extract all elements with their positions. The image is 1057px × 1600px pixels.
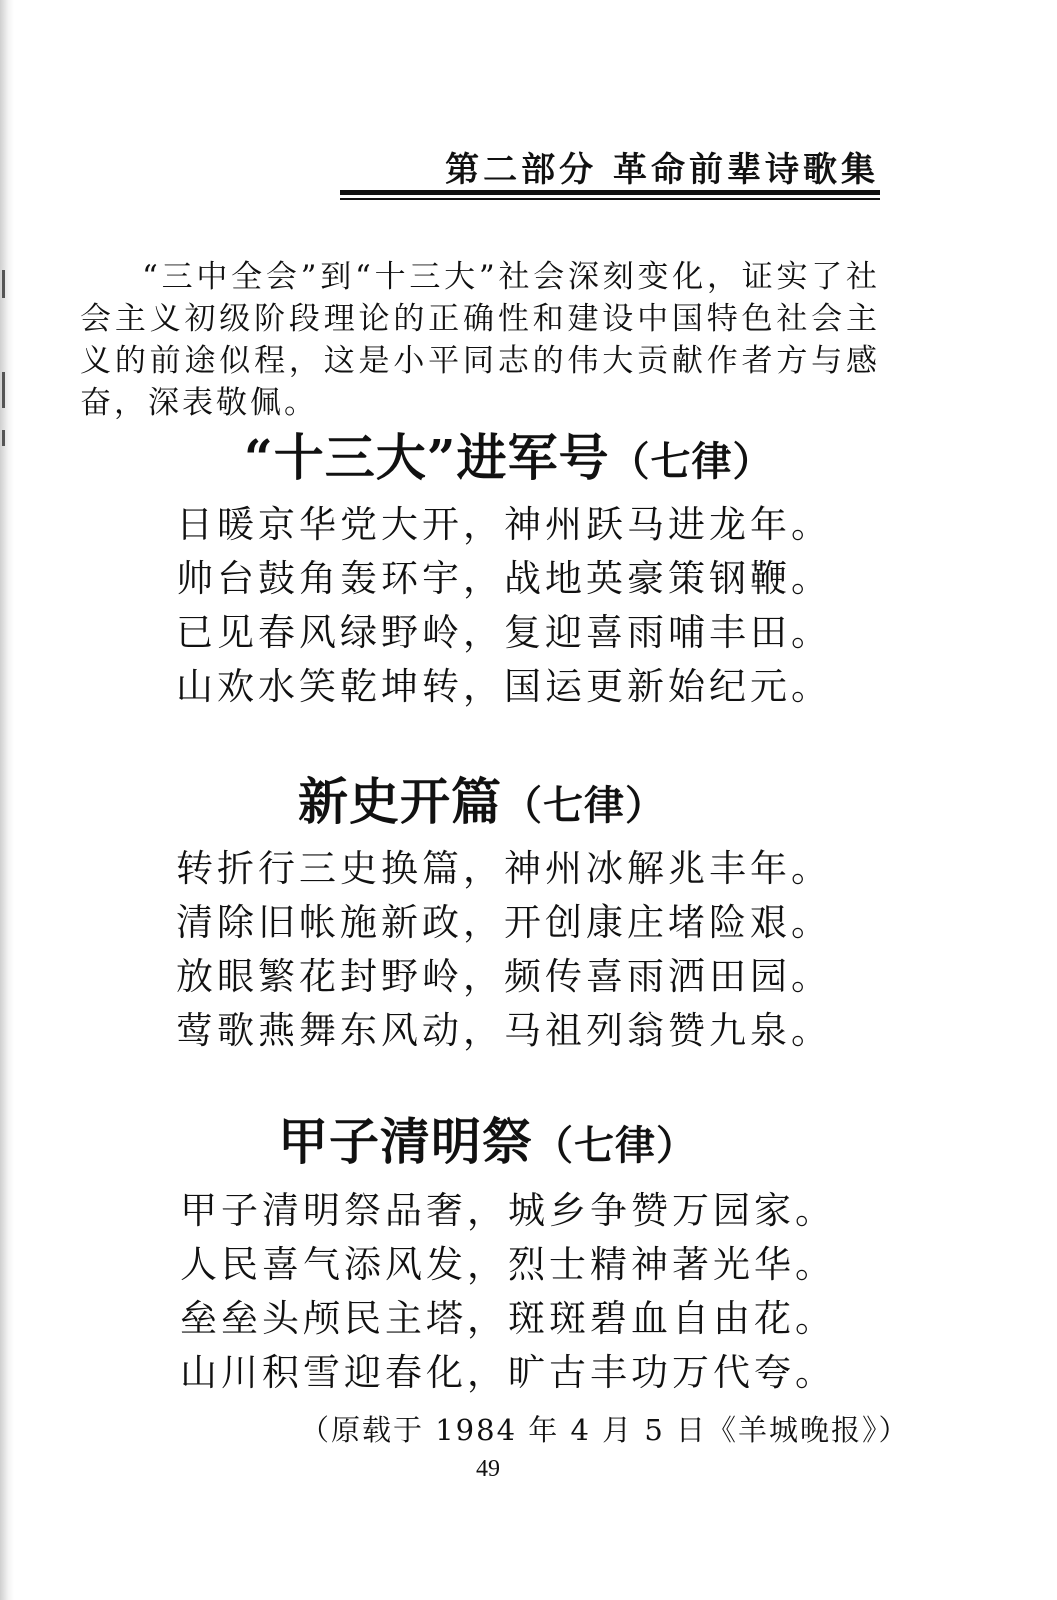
poem-body (180, 1184, 900, 1400)
poem-line: 莺歌燕舞东风动，马祖列翁赞九泉。 (176, 1009, 832, 1052)
scan-mark (2, 372, 5, 408)
intro-paragraph: “三中全会”到“十三大”社会深刻变化，证实了社会主义初级阶段理论的正确性和建设中国特色社会主义的前途似程，这是小平同志的伟大贡献作者方与感奋，深表敬佩。 (80, 259, 880, 421)
poem-form-label: （七律） (502, 782, 666, 829)
source-citation: （原载于 1984 年 4 月 5 日《羊城晚报》） (300, 1413, 910, 1447)
running-header: 第二部分 革命前辈诗歌集 (445, 150, 879, 190)
poem-line: 山欢水笑乾坤转，国运更新始纪元。 (176, 665, 832, 708)
poem-line: 日暖京华党大开，神州跃马进龙年。 (176, 503, 832, 546)
scan-mark (2, 270, 5, 298)
poem-title (278, 1102, 697, 1174)
poem-line: 已见春风绿野岭，复迎喜雨哺丰田。 (176, 611, 832, 654)
poem-title-text: 甲子清明祭 (278, 1112, 533, 1171)
poem-title (244, 418, 774, 490)
poem-line: 人民喜气添风发，烈士精神著光华。 (180, 1243, 836, 1286)
poem-title-text: 新史开篇 (298, 772, 502, 831)
poem-title-text: “十三大”进军号 (244, 428, 610, 487)
poem-body (176, 842, 896, 1058)
page-number: 49 (476, 1456, 500, 1482)
scan-mark (2, 430, 5, 446)
poem-line: 转折行三史换篇，神州冰解兆丰年。 (176, 847, 832, 890)
poem-title (298, 762, 666, 834)
poem-line: 帅台鼓角轰环宇，战地英豪策钢鞭。 (176, 557, 832, 600)
poem-line: 山川积雪迎春化，旷古丰功万代夸。 (180, 1351, 836, 1394)
poem-form-label: （七律） (609, 438, 774, 485)
poem-form-label: （七律） (533, 1122, 697, 1169)
header-rule-thick (340, 190, 880, 195)
header-rule-thin (340, 198, 880, 200)
binding-edge (0, 0, 14, 1600)
poem-line: 放眼繁花封野岭，频传喜雨洒田园。 (176, 955, 832, 998)
poem-body (176, 498, 896, 714)
poem-line: 甲子清明祭品奢，城乡争赞万园家。 (180, 1189, 836, 1232)
poem-line: 垒垒头颅民主塔，斑斑碧血自由花。 (180, 1297, 836, 1340)
poem-line: 清除旧帐施新政，开创康庄堵险艰。 (176, 901, 832, 944)
